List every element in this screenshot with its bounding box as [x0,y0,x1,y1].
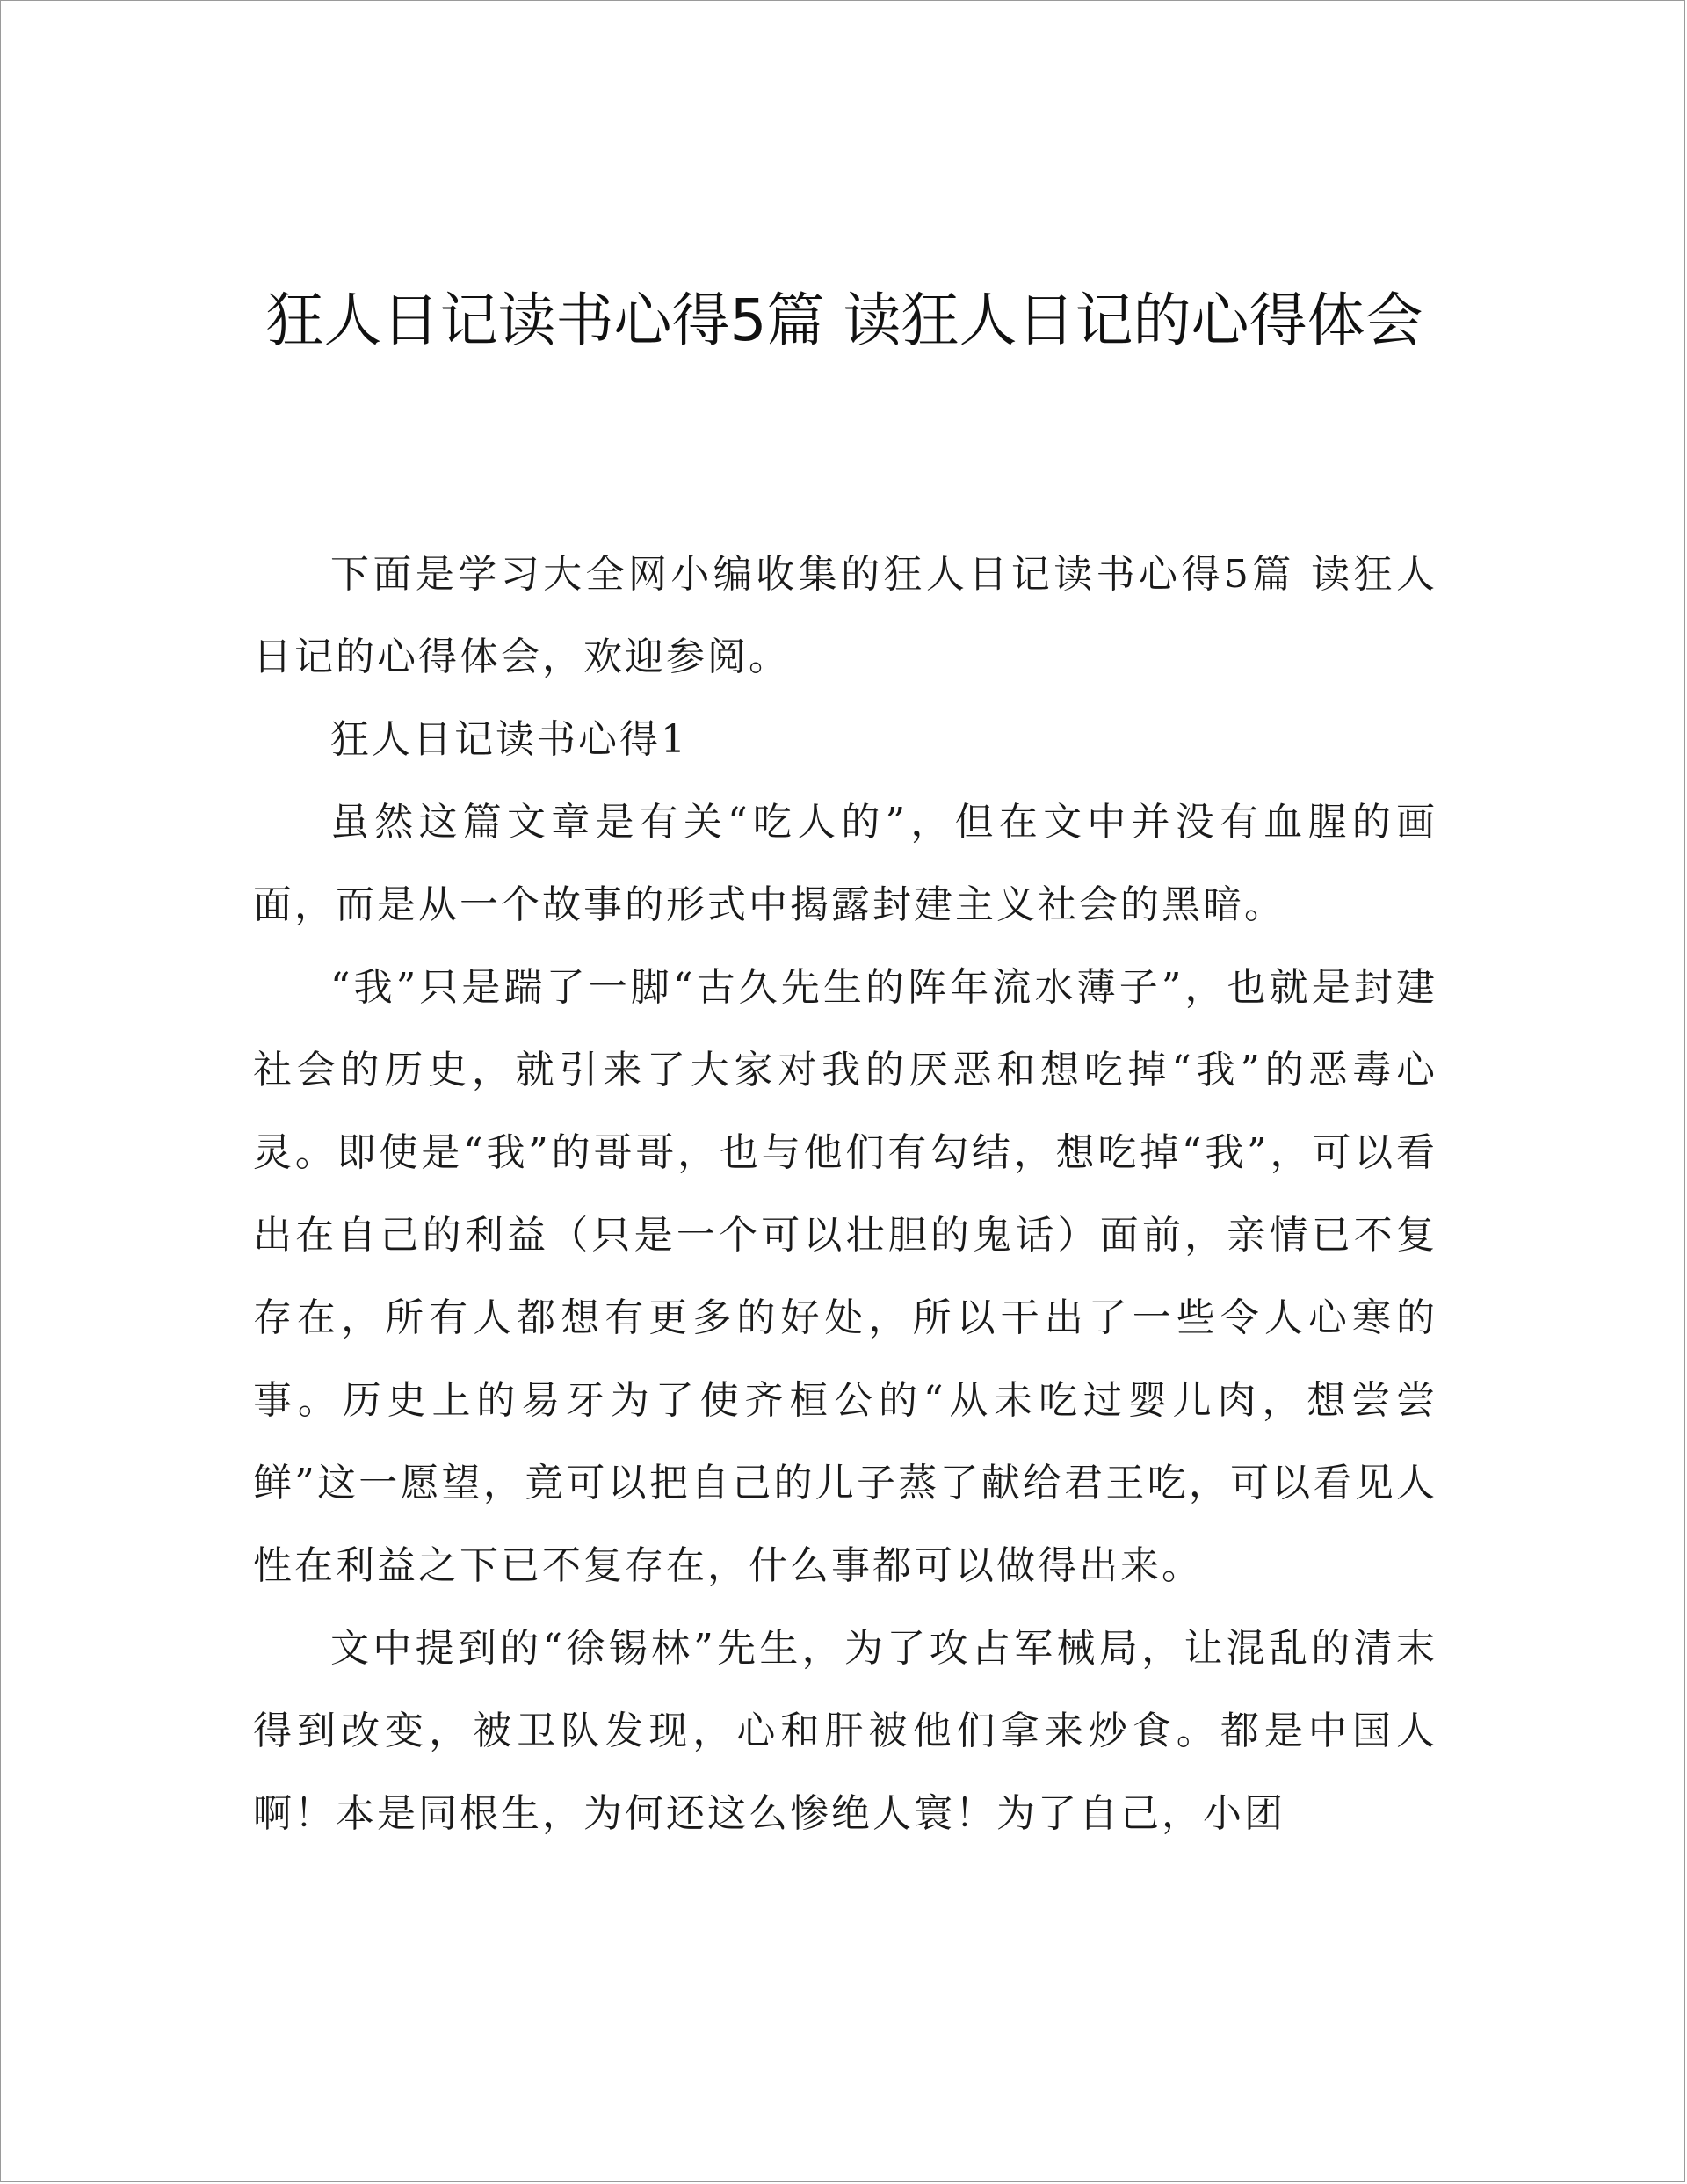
document-body [253,533,1437,1855]
intro-paragraph: 下面是学习大全网小编收集的狂人日记读书心得5篇 读狂人日记的心得体会，欢迎参阅。 [253,552,1437,679]
document-title: 狂人日记读书心得5篇 读狂人日记的心得体会 [265,287,1423,354]
section-heading: 狂人日记读书心得1 [330,717,688,762]
body-paragraph: 文中提到的“徐锡林”先生，为了攻占军械局，让混乱的清末得到改变，被卫队发现，心和肝被他们拿来炒食。都是中国人啊！本是同根生，为何还这么惨绝人寰！为了自己，小团 [253,1626,1437,1836]
body-paragraph: “我”只是踹了一脚“古久先生的阵年流水薄子”，也就是封建社会的历史，就引来了大家对我的厌恶和想吃掉“我”的恶毒心灵。即使是“我”的哥哥，也与他们有勾结，想吃掉“我”，可以看出在自己的利益（只是一个可以壮胆的鬼话）面前，亲情已不复存在，所有人都想有更多的好处，所以干出了一些令人心寒的事。历史上的易牙为了使齐桓公的“从未吃过婴儿肉，想尝尝鲜”这一愿望，竟可以把自己的儿子蒸了献给君王吃，可以看见人性在利益之下已不复存在，什么事都可以做得出来。 [253,965,1437,1588]
body-paragraph: 虽然这篇文章是有关“吃人的”，但在文中并没有血腥的画面，而是从一个故事的形式中揭露封建主义社会的黑暗。 [253,800,1437,927]
